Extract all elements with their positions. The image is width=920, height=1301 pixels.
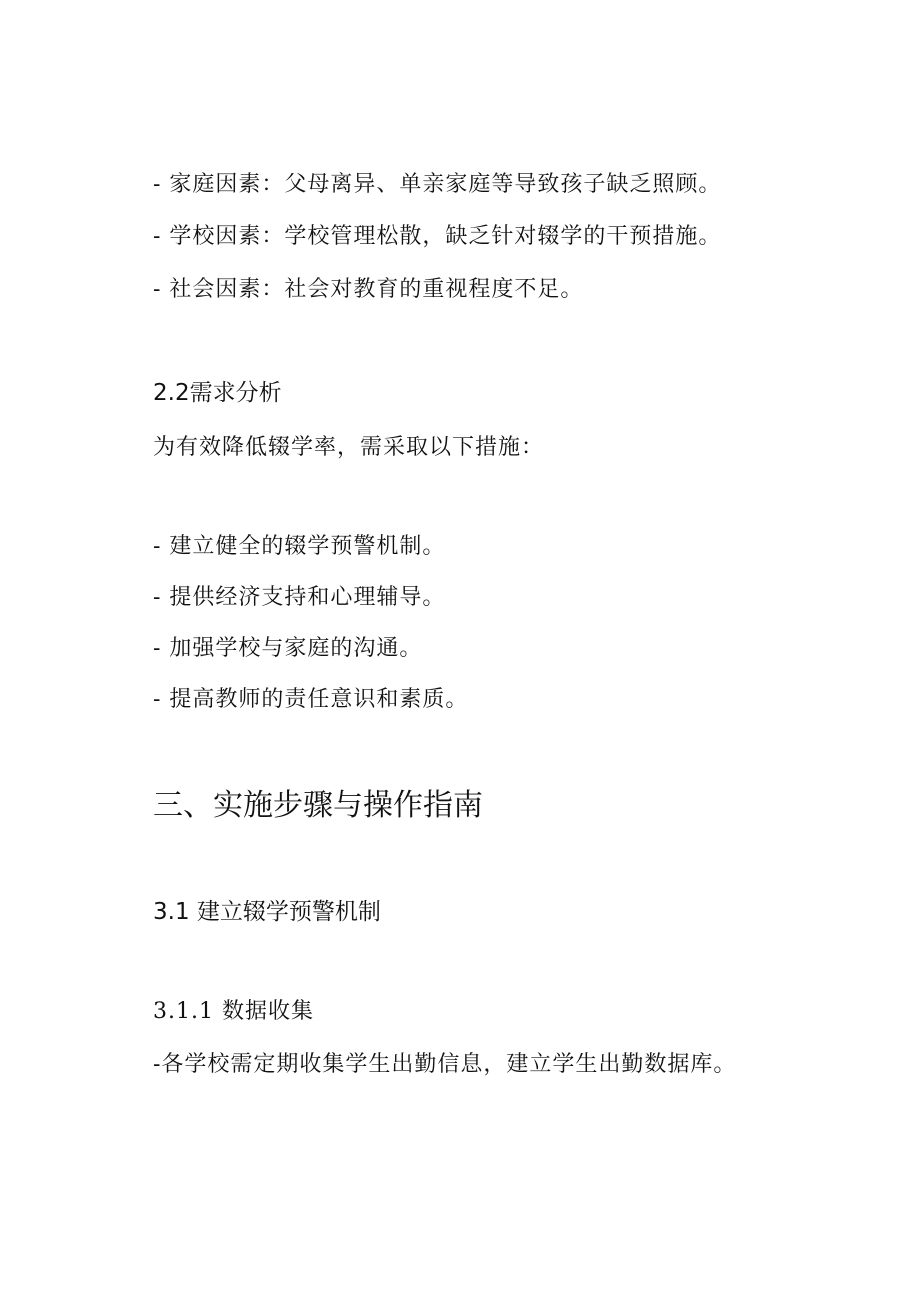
factor-school: - 学校因素：学校管理松散，缺乏针对辍学的干预措施。 <box>153 224 722 249</box>
measure-item: - 提高教师的责任意识和素质。 <box>153 687 469 712</box>
data-collection-item: -各学校需定期收集学生出勤信息，建立学生出勤数据库。 <box>153 1052 737 1077</box>
measure-item: - 提供经济支持和心理辅导。 <box>153 585 446 610</box>
measure-item: - 建立健全的辍学预警机制。 <box>153 534 446 559</box>
heading-2-2: 2.2需求分析 <box>153 380 282 406</box>
factor-society: - 社会因素：社会对教育的重视程度不足。 <box>153 277 584 302</box>
heading-3: 三、实施步骤与操作指南 <box>153 788 483 823</box>
measure-item: - 加强学校与家庭的沟通。 <box>153 636 423 661</box>
needs-intro: 为有效降低辍学率，需采取以下措施： <box>153 435 545 460</box>
factor-family: - 家庭因素：父母离异、单亲家庭等导致孩子缺乏照顾。 <box>153 172 722 197</box>
heading-3-1-1: 3.1.1 数据收集 <box>153 999 314 1024</box>
heading-3-1: 3.1 建立辍学预警机制 <box>153 899 381 925</box>
